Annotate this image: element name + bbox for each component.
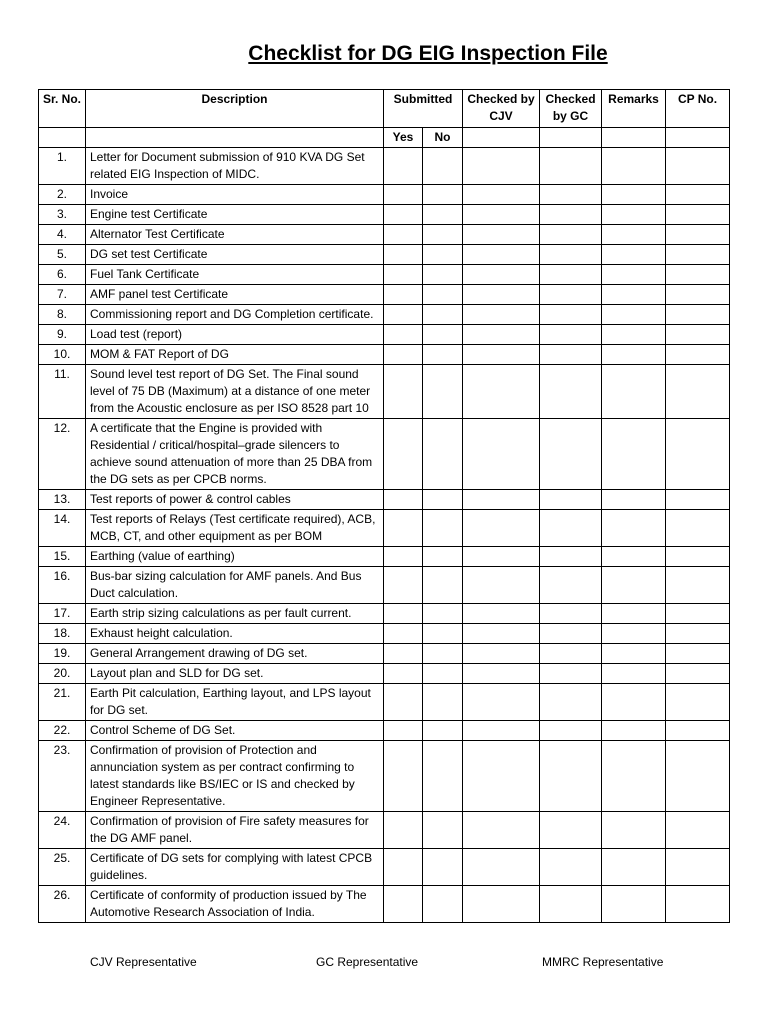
checked-by-cjv-header: Checked by CJV <box>463 90 540 128</box>
cp-no-cell[interactable] <box>666 644 730 664</box>
table-row <box>39 721 730 741</box>
checked-by-gc-cell[interactable] <box>540 510 602 547</box>
cp-no-cell[interactable] <box>666 684 730 721</box>
table-row <box>39 510 730 547</box>
gc-representative-label: GC Representative <box>316 955 419 969</box>
remarks-cell[interactable] <box>602 225 666 245</box>
remarks-cell[interactable] <box>602 185 666 205</box>
checked-by-gc-cell[interactable] <box>540 185 602 205</box>
row-description: Fuel Tank Certificate <box>86 265 384 285</box>
yes-cell[interactable] <box>384 205 423 225</box>
row-description: A certificate that the Engine is provided with Residential / critical/hospital–grade silencers to achieve sound attenuation of more than 25 DBA from the DG sets as per CPCB norms. <box>86 419 384 490</box>
remarks-cell[interactable] <box>602 886 666 923</box>
no-cell[interactable] <box>423 225 463 245</box>
checked-by-gc-cell[interactable] <box>540 148 602 185</box>
table-row <box>39 148 730 185</box>
remarks-cell[interactable] <box>602 664 666 684</box>
yes-cell[interactable] <box>384 664 423 684</box>
blank-cell <box>463 128 540 148</box>
checked-by-cjv-cell[interactable] <box>463 644 540 664</box>
yes-cell[interactable] <box>384 148 423 185</box>
remarks-cell[interactable] <box>602 721 666 741</box>
cp-no-cell[interactable] <box>666 245 730 265</box>
row-sr-no: 8. <box>39 305 86 325</box>
cp-no-cell[interactable] <box>666 225 730 245</box>
cp-no-cell[interactable] <box>666 664 730 684</box>
remarks-cell[interactable] <box>602 325 666 345</box>
cp-no-cell[interactable] <box>666 721 730 741</box>
row-sr-no: 24. <box>39 812 86 849</box>
table-row <box>39 205 730 225</box>
checked-by-cjv-cell[interactable] <box>463 325 540 345</box>
row-description: Certificate of conformity of production issued by The Automotive Research Association of India. <box>86 886 384 923</box>
cjv-representative-label: CJV Representative <box>90 955 197 969</box>
subheader-row <box>39 128 730 148</box>
table-row <box>39 547 730 567</box>
checked-by-cjv-cell[interactable] <box>463 721 540 741</box>
table-row <box>39 644 730 664</box>
row-description: Load test (report) <box>86 325 384 345</box>
cp-no-cell[interactable] <box>666 205 730 225</box>
checked-by-cjv-cell[interactable] <box>463 741 540 812</box>
remarks-cell[interactable] <box>602 265 666 285</box>
remarks-cell[interactable] <box>602 419 666 490</box>
checked-by-cjv-cell[interactable] <box>463 567 540 604</box>
checklist-body <box>39 148 730 923</box>
yes-cell[interactable] <box>384 490 423 510</box>
checked-by-cjv-cell[interactable] <box>463 185 540 205</box>
checked-by-gc-cell[interactable] <box>540 812 602 849</box>
row-description: Test reports of Relays (Test certificate required), ACB, MCB, CT, and other equipment as per BOM <box>86 510 384 547</box>
row-sr-no: 17. <box>39 604 86 624</box>
table-row <box>39 624 730 644</box>
remarks-cell[interactable] <box>602 812 666 849</box>
no-cell[interactable] <box>423 567 463 604</box>
cp-no-cell[interactable] <box>666 510 730 547</box>
row-description: AMF panel test Certificate <box>86 285 384 305</box>
yes-cell[interactable] <box>384 305 423 325</box>
row-sr-no: 15. <box>39 547 86 567</box>
no-cell[interactable] <box>423 684 463 721</box>
yes-cell[interactable] <box>384 265 423 285</box>
checked-by-cjv-cell[interactable] <box>463 490 540 510</box>
table-row <box>39 886 730 923</box>
checked-by-cjv-cell[interactable] <box>463 664 540 684</box>
no-cell[interactable] <box>423 849 463 886</box>
no-cell[interactable] <box>423 205 463 225</box>
table-row <box>39 245 730 265</box>
checked-by-gc-cell[interactable] <box>540 664 602 684</box>
cp-no-cell[interactable] <box>666 285 730 305</box>
cp-no-cell[interactable] <box>666 345 730 365</box>
row-sr-no: 12. <box>39 419 86 490</box>
checked-by-gc-header: Checked by GC <box>540 90 602 128</box>
table-row <box>39 812 730 849</box>
row-description: Confirmation of provision of Protection and annunciation system as per contract confirming to latest standards like BS/IEC or IS and checked by Engineer Representative. <box>86 741 384 812</box>
yes-cell[interactable] <box>384 567 423 604</box>
cp-no-cell[interactable] <box>666 148 730 185</box>
row-sr-no: 9. <box>39 325 86 345</box>
checked-by-gc-cell[interactable] <box>540 245 602 265</box>
yes-cell[interactable] <box>384 604 423 624</box>
remarks-cell[interactable] <box>602 245 666 265</box>
checked-by-gc-cell[interactable] <box>540 419 602 490</box>
remarks-cell[interactable] <box>602 148 666 185</box>
checked-by-cjv-cell[interactable] <box>463 510 540 547</box>
remarks-cell[interactable] <box>602 547 666 567</box>
table-row <box>39 325 730 345</box>
remarks-cell[interactable] <box>602 604 666 624</box>
table-row <box>39 265 730 285</box>
row-sr-no: 19. <box>39 644 86 664</box>
checked-by-gc-cell[interactable] <box>540 721 602 741</box>
row-description: Exhaust height calculation. <box>86 624 384 644</box>
checked-by-cjv-cell[interactable] <box>463 604 540 624</box>
checked-by-cjv-cell[interactable] <box>463 886 540 923</box>
cp-no-cell[interactable] <box>666 325 730 345</box>
row-sr-no: 7. <box>39 285 86 305</box>
row-description: Control Scheme of DG Set. <box>86 721 384 741</box>
no-cell[interactable] <box>423 148 463 185</box>
table-row <box>39 305 730 325</box>
yes-cell[interactable] <box>384 345 423 365</box>
cp-no-cell[interactable] <box>666 604 730 624</box>
checked-by-cjv-cell[interactable] <box>463 205 540 225</box>
table-row <box>39 849 730 886</box>
remarks-cell[interactable] <box>602 285 666 305</box>
yes-cell[interactable] <box>384 245 423 265</box>
mmrc-representative-label: MMRC Representative <box>542 955 664 969</box>
checked-by-cjv-cell[interactable] <box>463 849 540 886</box>
checked-by-cjv-cell[interactable] <box>463 225 540 245</box>
row-sr-no: 6. <box>39 265 86 285</box>
remarks-cell[interactable] <box>602 365 666 419</box>
no-cell[interactable] <box>423 419 463 490</box>
checked-by-gc-cell[interactable] <box>540 305 602 325</box>
remarks-cell[interactable] <box>602 510 666 547</box>
row-sr-no: 14. <box>39 510 86 547</box>
no-header: No <box>423 128 463 148</box>
checked-by-cjv-cell[interactable] <box>463 305 540 325</box>
yes-cell[interactable] <box>384 684 423 721</box>
table-row <box>39 365 730 419</box>
checked-by-cjv-cell[interactable] <box>463 419 540 490</box>
row-description: Earth Pit calculation, Earthing layout, and LPS layout for DG set. <box>86 684 384 721</box>
remarks-cell[interactable] <box>602 305 666 325</box>
submitted-header: Submitted <box>384 90 463 128</box>
yes-cell[interactable] <box>384 510 423 547</box>
cp-no-cell[interactable] <box>666 547 730 567</box>
no-cell[interactable] <box>423 664 463 684</box>
cp-no-cell[interactable] <box>666 265 730 285</box>
no-cell[interactable] <box>423 365 463 419</box>
checked-by-cjv-cell[interactable] <box>463 345 540 365</box>
remarks-cell[interactable] <box>602 849 666 886</box>
checked-by-gc-cell[interactable] <box>540 225 602 245</box>
no-cell[interactable] <box>423 490 463 510</box>
cp-no-cell[interactable] <box>666 886 730 923</box>
table-row <box>39 285 730 305</box>
cp-no-cell[interactable] <box>666 305 730 325</box>
yes-cell[interactable] <box>384 721 423 741</box>
row-sr-no: 2. <box>39 185 86 205</box>
no-cell[interactable] <box>423 245 463 265</box>
checked-by-cjv-cell[interactable] <box>463 365 540 419</box>
table-row <box>39 185 730 205</box>
checked-by-gc-cell[interactable] <box>540 265 602 285</box>
row-description: Confirmation of provision of Fire safety measures for the DG AMF panel. <box>86 812 384 849</box>
remarks-cell[interactable] <box>602 624 666 644</box>
no-cell[interactable] <box>423 547 463 567</box>
yes-cell[interactable] <box>384 849 423 886</box>
cp-no-header: CP No. <box>666 90 730 128</box>
row-sr-no: 4. <box>39 225 86 245</box>
yes-cell[interactable] <box>384 419 423 490</box>
checked-by-cjv-cell[interactable] <box>463 245 540 265</box>
table-row <box>39 684 730 721</box>
yes-cell[interactable] <box>384 644 423 664</box>
yes-cell[interactable] <box>384 325 423 345</box>
checked-by-cjv-cell[interactable] <box>463 812 540 849</box>
no-cell[interactable] <box>423 886 463 923</box>
cp-no-cell[interactable] <box>666 741 730 812</box>
checked-by-gc-cell[interactable] <box>540 741 602 812</box>
row-description: Commissioning report and DG Completion certificate. <box>86 305 384 325</box>
checked-by-cjv-cell[interactable] <box>463 148 540 185</box>
cp-no-cell[interactable] <box>666 419 730 490</box>
checked-by-cjv-cell[interactable] <box>463 624 540 644</box>
yes-cell[interactable] <box>384 886 423 923</box>
blank-cell <box>39 128 86 148</box>
row-sr-no: 18. <box>39 624 86 644</box>
remarks-cell[interactable] <box>602 567 666 604</box>
row-description: Sound level test report of DG Set. The Final sound level of 75 DB (Maximum) at a distance of one meter from the Acoustic enclosure as per ISO 8528 part 10 <box>86 365 384 419</box>
checked-by-gc-cell[interactable] <box>540 644 602 664</box>
row-sr-no: 22. <box>39 721 86 741</box>
table-row <box>39 664 730 684</box>
no-cell[interactable] <box>423 285 463 305</box>
remarks-cell[interactable] <box>602 644 666 664</box>
checked-by-gc-cell[interactable] <box>540 567 602 604</box>
remarks-header: Remarks <box>602 90 666 128</box>
checked-by-gc-cell[interactable] <box>540 285 602 305</box>
description-header: Description <box>86 90 384 128</box>
row-sr-no: 13. <box>39 490 86 510</box>
table-row <box>39 604 730 624</box>
no-cell[interactable] <box>423 721 463 741</box>
row-description: Earthing (value of earthing) <box>86 547 384 567</box>
cp-no-cell[interactable] <box>666 567 730 604</box>
row-description: MOM & FAT Report of DG <box>86 345 384 365</box>
yes-cell[interactable] <box>384 185 423 205</box>
checked-by-gc-cell[interactable] <box>540 604 602 624</box>
yes-cell[interactable] <box>384 812 423 849</box>
row-sr-no: 1. <box>39 148 86 185</box>
row-description: DG set test Certificate <box>86 245 384 265</box>
no-cell[interactable] <box>423 644 463 664</box>
table-row <box>39 741 730 812</box>
checked-by-gc-cell[interactable] <box>540 345 602 365</box>
checked-by-gc-cell[interactable] <box>540 365 602 419</box>
remarks-cell[interactable] <box>602 490 666 510</box>
sr-no-header: Sr. No. <box>39 90 86 128</box>
yes-cell[interactable] <box>384 547 423 567</box>
checklist-table <box>38 89 730 923</box>
remarks-cell[interactable] <box>602 345 666 365</box>
row-description: Letter for Document submission of 910 KVA DG Set related EIG Inspection of MIDC. <box>86 148 384 185</box>
yes-cell[interactable] <box>384 285 423 305</box>
blank-cell <box>86 128 384 148</box>
table-row <box>39 490 730 510</box>
table-row <box>39 567 730 604</box>
row-sr-no: 25. <box>39 849 86 886</box>
no-cell[interactable] <box>423 325 463 345</box>
no-cell[interactable] <box>423 624 463 644</box>
checked-by-gc-cell[interactable] <box>540 849 602 886</box>
checked-by-gc-cell[interactable] <box>540 684 602 721</box>
checked-by-gc-cell[interactable] <box>540 547 602 567</box>
cp-no-cell[interactable] <box>666 849 730 886</box>
cp-no-cell[interactable] <box>666 490 730 510</box>
no-cell[interactable] <box>423 185 463 205</box>
row-sr-no: 23. <box>39 741 86 812</box>
remarks-cell[interactable] <box>602 684 666 721</box>
row-sr-no: 3. <box>39 205 86 225</box>
cp-no-cell[interactable] <box>666 365 730 419</box>
checked-by-cjv-cell[interactable] <box>463 547 540 567</box>
cp-no-cell[interactable] <box>666 624 730 644</box>
remarks-cell[interactable] <box>602 741 666 812</box>
row-description: Bus-bar sizing calculation for AMF panels. And Bus Duct calculation. <box>86 567 384 604</box>
checked-by-gc-cell[interactable] <box>540 205 602 225</box>
blank-cell <box>540 128 602 148</box>
yes-cell[interactable] <box>384 624 423 644</box>
header-row <box>39 90 730 128</box>
cp-no-cell[interactable] <box>666 185 730 205</box>
row-sr-no: 26. <box>39 886 86 923</box>
checked-by-gc-cell[interactable] <box>540 325 602 345</box>
checked-by-cjv-cell[interactable] <box>463 684 540 721</box>
no-cell[interactable] <box>423 604 463 624</box>
yes-cell[interactable] <box>384 365 423 419</box>
blank-cell <box>666 128 730 148</box>
row-sr-no: 11. <box>39 365 86 419</box>
row-description: Engine test Certificate <box>86 205 384 225</box>
no-cell[interactable] <box>423 741 463 812</box>
no-cell[interactable] <box>423 510 463 547</box>
no-cell[interactable] <box>423 345 463 365</box>
no-cell[interactable] <box>423 812 463 849</box>
blank-cell <box>602 128 666 148</box>
checked-by-cjv-cell[interactable] <box>463 265 540 285</box>
row-description: Invoice <box>86 185 384 205</box>
yes-cell[interactable] <box>384 225 423 245</box>
row-sr-no: 16. <box>39 567 86 604</box>
row-description: General Arrangement drawing of DG set. <box>86 644 384 664</box>
row-description: Earth strip sizing calculations as per fault current. <box>86 604 384 624</box>
row-description: Alternator Test Certificate <box>86 225 384 245</box>
cp-no-cell[interactable] <box>666 812 730 849</box>
table-row <box>39 225 730 245</box>
table-row <box>39 345 730 365</box>
yes-cell[interactable] <box>384 741 423 812</box>
row-sr-no: 21. <box>39 684 86 721</box>
table-row <box>39 419 730 490</box>
remarks-cell[interactable] <box>602 205 666 225</box>
checked-by-cjv-cell[interactable] <box>463 285 540 305</box>
row-description: Layout plan and SLD for DG set. <box>86 664 384 684</box>
checked-by-gc-cell[interactable] <box>540 624 602 644</box>
row-description: Test reports of power & control cables <box>86 490 384 510</box>
row-sr-no: 20. <box>39 664 86 684</box>
no-cell[interactable] <box>423 265 463 285</box>
row-sr-no: 5. <box>39 245 86 265</box>
page-title: Checklist for DG EIG Inspection File <box>248 42 608 65</box>
checked-by-gc-cell[interactable] <box>540 490 602 510</box>
checked-by-gc-cell[interactable] <box>540 886 602 923</box>
row-description: Certificate of DG sets for complying with latest CPCB guidelines. <box>86 849 384 886</box>
no-cell[interactable] <box>423 305 463 325</box>
row-sr-no: 10. <box>39 345 86 365</box>
yes-header: Yes <box>384 128 423 148</box>
